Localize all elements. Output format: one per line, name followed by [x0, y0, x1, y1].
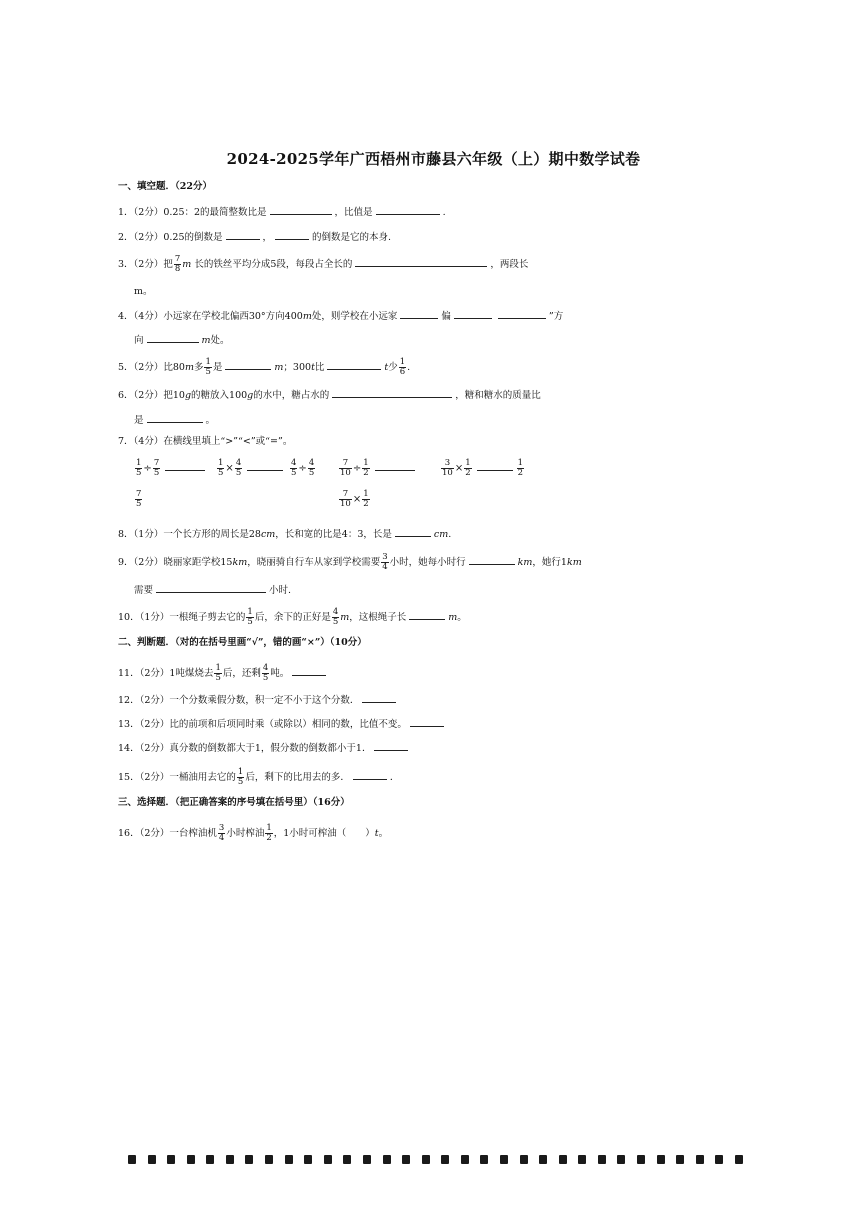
- footer-mark: [500, 1155, 508, 1164]
- footer-mark: [206, 1155, 214, 1164]
- answer-blank[interactable]: [147, 412, 203, 423]
- answer-blank[interactable]: [327, 359, 381, 370]
- comparison-item-4: $\frac{7}{10}$ ÷ $\frac{1}{2}$: [338, 459, 418, 478]
- question-9-cont: 需要 小时.: [134, 582, 291, 598]
- footer-mark: [637, 1155, 645, 1164]
- answer-blank[interactable]: [376, 204, 440, 215]
- fraction: $\frac{1}{5}$: [215, 663, 221, 683]
- footer-mark: [167, 1155, 175, 1164]
- answer-blank[interactable]: [355, 256, 487, 267]
- fraction: $\frac{3}{4}$: [218, 823, 225, 843]
- answer-blank[interactable]: [410, 716, 444, 727]
- question-16: 16．（2分）一台榨油机 $\frac{3}{4}$ 小时榨油 $\frac{1}{2}$ ，1小时可榨油（ ）t。: [118, 823, 389, 843]
- fraction: $\frac{1}{2}$: [266, 823, 272, 843]
- section-judgment-heading: 二、判断题．（对的在括号里画“√”，错的画“×”）（10分）: [118, 637, 367, 648]
- answer-blank[interactable]: [147, 332, 199, 343]
- exam-title: 2024-2025学年广西梧州市藤县六年级（上）期中数学试卷: [226, 150, 641, 168]
- comparison-item-1: $\frac{1}{5}$ ÷ $\frac{7}{5}$: [134, 459, 208, 478]
- question-13: 13．（2分）比的前项和后项同时乘（或除以）相同的数，比值不变。: [118, 716, 447, 732]
- footer-mark: [285, 1155, 293, 1164]
- fraction: $\frac{1}{5}$: [237, 767, 244, 787]
- fraction: $\frac{4}{5}$: [262, 663, 269, 683]
- fraction: $\frac{1}{5}$: [247, 607, 253, 627]
- answer-blank[interactable]: [409, 609, 445, 620]
- footer-mark: [304, 1155, 312, 1164]
- footer-mark: [226, 1155, 234, 1164]
- fraction: $\frac{3}{4}$: [382, 552, 388, 572]
- question-15: 15．（2分）一桶油用去它的 $\frac{1}{5}$ 后，剩下的比用去的多． ．: [118, 767, 400, 787]
- question-6: 6．（2分）把10g的糖放入100g的水中，糖占水的 ，糖和糖水的质量比: [118, 387, 541, 403]
- answer-blank[interactable]: [247, 460, 283, 471]
- answer-blank[interactable]: [395, 526, 431, 537]
- footer-mark: [696, 1155, 704, 1164]
- question-8: 8．（1分）一个长方形的周长是28cm，长和宽的比是4：3，长是 cm.: [118, 526, 451, 542]
- footer-mark: [402, 1155, 410, 1164]
- question-5: 5．（2分）比80m多 $\frac{1}{5}$ 是 m；300t比 t少 $\frac{1}{6}$ .: [118, 357, 411, 377]
- answer-blank[interactable]: [374, 740, 408, 751]
- fraction: $\frac{4}{5}$: [332, 607, 339, 627]
- footer-mark: [265, 1155, 273, 1164]
- question-12: 12．（2分）一个分数乘假分数，积一定不小于这个分数．: [118, 692, 399, 708]
- question-1: 1．（2分）0.25：2的最简整数比是 ，比值是 .: [118, 204, 446, 220]
- answer-blank[interactable]: [477, 460, 513, 471]
- comparison-item-3: $\frac{4}{5}$ ÷ $\frac{4}{5}$: [291, 458, 315, 478]
- question-7: 7．（4分）在横线里填上“>”“<”或“=”。: [118, 436, 293, 447]
- question-3: 3．（2分）把 $\frac{7}{8}$ m 长的铁丝平均分成5段，每段占全长的 ，两段长: [118, 254, 529, 274]
- fraction: $\frac{1}{5}$: [205, 357, 211, 377]
- fraction: $\frac{7}{8}$: [174, 254, 181, 274]
- comparison-item-5: $\frac{3}{10}$ × $\frac{1}{2}$ $\frac{1}{2}$: [442, 458, 524, 478]
- answer-blank[interactable]: [165, 460, 205, 471]
- answer-blank[interactable]: [292, 665, 326, 676]
- answer-blank[interactable]: [362, 692, 396, 703]
- footer-mark: [578, 1155, 586, 1164]
- footer-mark: [657, 1155, 665, 1164]
- answer-blank[interactable]: [275, 229, 309, 240]
- question-11: 11．（2分）1吨煤烧去 $\frac{1}{5}$ 后，还剩 $\frac{4}{5}$ 吨。: [118, 664, 329, 683]
- answer-blank[interactable]: [270, 204, 332, 215]
- footer-mark: [598, 1155, 606, 1164]
- answer-blank[interactable]: [332, 387, 452, 398]
- question-14: 14．（2分）真分数的倒数都大于1，假分数的倒数都小于1．: [118, 740, 411, 756]
- footer-mark: [735, 1155, 743, 1164]
- question-4-cont: 向 m处。: [134, 332, 230, 348]
- answer-blank[interactable]: [498, 308, 546, 319]
- footer-mark: [617, 1155, 625, 1164]
- footer-mark: [363, 1155, 371, 1164]
- section-fill-in-heading: 一、填空题．（22分）: [118, 181, 212, 192]
- footer-mark: [383, 1155, 391, 1164]
- footer-mark: [245, 1155, 253, 1164]
- footer-mark: [343, 1155, 351, 1164]
- footer-mark: [422, 1155, 430, 1164]
- section-choice-heading: 三、选择题．（把正确答案的序号填在括号里）（16分）: [118, 797, 350, 808]
- fraction: $\frac{1}{6}$: [399, 357, 406, 377]
- footer-mark: [539, 1155, 547, 1164]
- footer-mark: [676, 1155, 684, 1164]
- footer-mark: [187, 1155, 195, 1164]
- footer-mark: [559, 1155, 567, 1164]
- page-footer-marks: [128, 1155, 743, 1164]
- answer-blank[interactable]: [469, 554, 515, 565]
- question-3-cont: m。: [134, 286, 153, 297]
- answer-blank[interactable]: [353, 769, 387, 780]
- question-10: 10．（1分）一根绳子剪去它的 $\frac{1}{5}$ 后，余下的正好是 $\frac{4}{5}$ m，这根绳子长 m。: [118, 607, 467, 627]
- answer-blank[interactable]: [400, 308, 438, 319]
- answer-blank[interactable]: [454, 308, 492, 319]
- footer-mark: [520, 1155, 528, 1164]
- footer-mark: [128, 1155, 136, 1164]
- footer-mark: [715, 1155, 723, 1164]
- question-2: 2．（2分）0.25的倒数是 ， 的倒数是它的本身.: [118, 229, 391, 245]
- footer-mark: [441, 1155, 449, 1164]
- answer-blank[interactable]: [225, 359, 271, 370]
- answer-blank[interactable]: [156, 582, 266, 593]
- answer-blank[interactable]: [226, 229, 260, 240]
- comparison-item-2: $\frac{1}{5}$ × $\frac{4}{5}$: [216, 459, 286, 478]
- footer-mark: [480, 1155, 488, 1164]
- footer-mark: [324, 1155, 332, 1164]
- question-4: 4．（4分）小远家在学校北偏西30°方向400m处，则学校在小远家 偏 ”方: [118, 308, 563, 324]
- footer-mark: [461, 1155, 469, 1164]
- comparison-item-4-right: $\frac{7}{10}$ × $\frac{1}{2}$: [340, 489, 369, 509]
- question-6-cont: 是 。: [134, 412, 215, 428]
- question-9: 9．（2分）晓丽家距学校15km，晓丽骑自行车从家到学校需要 $\frac{3}{4}$ 小时，她每小时行 km，她行1km: [118, 552, 582, 572]
- answer-blank[interactable]: [375, 460, 415, 471]
- comparison-item-1-right: $\frac{7}{5}$: [136, 489, 142, 509]
- footer-mark: [148, 1155, 156, 1164]
